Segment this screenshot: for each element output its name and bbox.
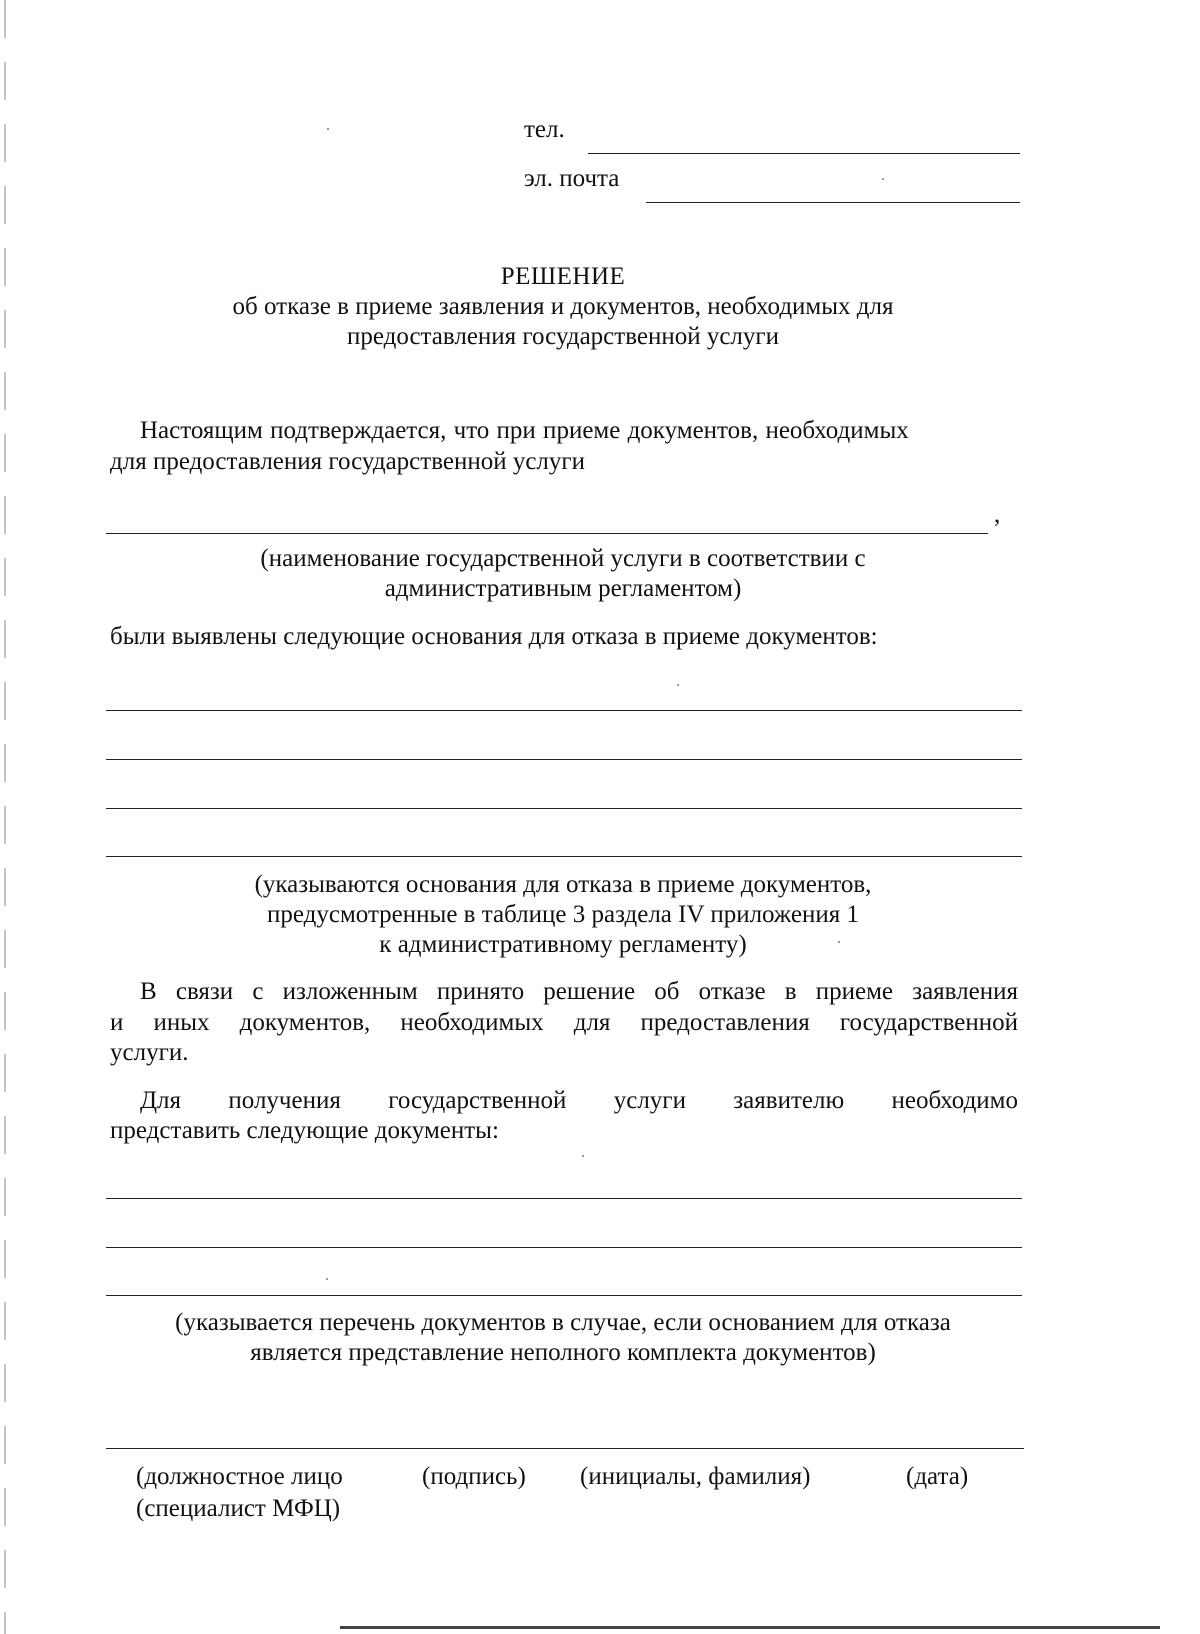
grounds-caption-line1: (указываются основания для отказа в приеме документов, [254, 871, 872, 898]
intro-line1: Настоящим подтверждается, что при приеме документов, необходимых [140, 417, 909, 444]
initials-caption: (инициалы, фамилия) [580, 1463, 811, 1490]
documents-caption-line2: является представление неполного комплекта документов) [250, 1339, 876, 1366]
date-caption: (дата) [906, 1463, 969, 1490]
required-line1: Для получения государственной услуги заявителю необходимо [140, 1087, 1018, 1114]
phone-label: тел. [524, 116, 565, 143]
decision-line2: и иных документов, необходимых для предоставления государственной [110, 1009, 1018, 1036]
scan-edge-mark [4, 0, 6, 1634]
required-line2: представить следующие документы: [110, 1117, 499, 1144]
documents-caption-line1: (указывается перечень документов в случае, если основанием для отказа [175, 1309, 951, 1336]
official-caption-line2: (специалист МФЦ) [136, 1495, 341, 1522]
scan-speck [882, 178, 884, 180]
scan-speck [582, 1155, 584, 1157]
decision-line3: услуги. [110, 1039, 189, 1066]
scan-speck [326, 1278, 328, 1280]
service-name-comma: , [994, 501, 1001, 528]
service-name-line [106, 533, 988, 534]
grounds-caption-line3: к административному регламенту) [379, 931, 747, 958]
scan-speck [838, 941, 840, 943]
decision-line1: В связи с изложенным принято решение об отказе в приеме заявления [140, 978, 1018, 1005]
grounds-intro: были выявлены следующие основания для отказа в приеме документов: [110, 623, 878, 650]
email-field-line [646, 202, 1020, 203]
intro-line2: для предоставления государственной услуги [110, 448, 586, 475]
documents-field-line-3 [106, 1295, 1022, 1296]
signature-line [106, 1448, 1024, 1449]
official-caption-line1: (должностное лицо [136, 1463, 343, 1490]
service-caption-line1: (наименование государственной услуги в соответствии с [260, 545, 866, 572]
grounds-field-line-4 [106, 856, 1022, 857]
email-label: эл. почта [524, 165, 620, 192]
document-subtitle-line1: об отказе в приеме заявления и документов, необходимых для [232, 293, 894, 320]
scan-speck [677, 684, 679, 686]
document-subtitle-line2: предоставления государственной услуги [346, 323, 780, 350]
grounds-field-line-3 [106, 808, 1022, 809]
scan-bottom-edge [340, 1626, 1160, 1629]
documents-field-line-2 [106, 1247, 1022, 1248]
grounds-caption-line2: предусмотренные в таблице 3 раздела IV приложения 1 [267, 901, 859, 928]
scan-speck [327, 128, 329, 130]
documents-field-line-1 [106, 1198, 1022, 1199]
signature-caption: (подпись) [422, 1463, 526, 1490]
document-title: РЕШЕНИЕ [500, 263, 626, 290]
service-caption-line2: административным регламентом) [384, 575, 742, 602]
grounds-field-line-2 [106, 759, 1022, 760]
phone-field-line [588, 153, 1020, 154]
grounds-field-line-1 [106, 710, 1022, 711]
